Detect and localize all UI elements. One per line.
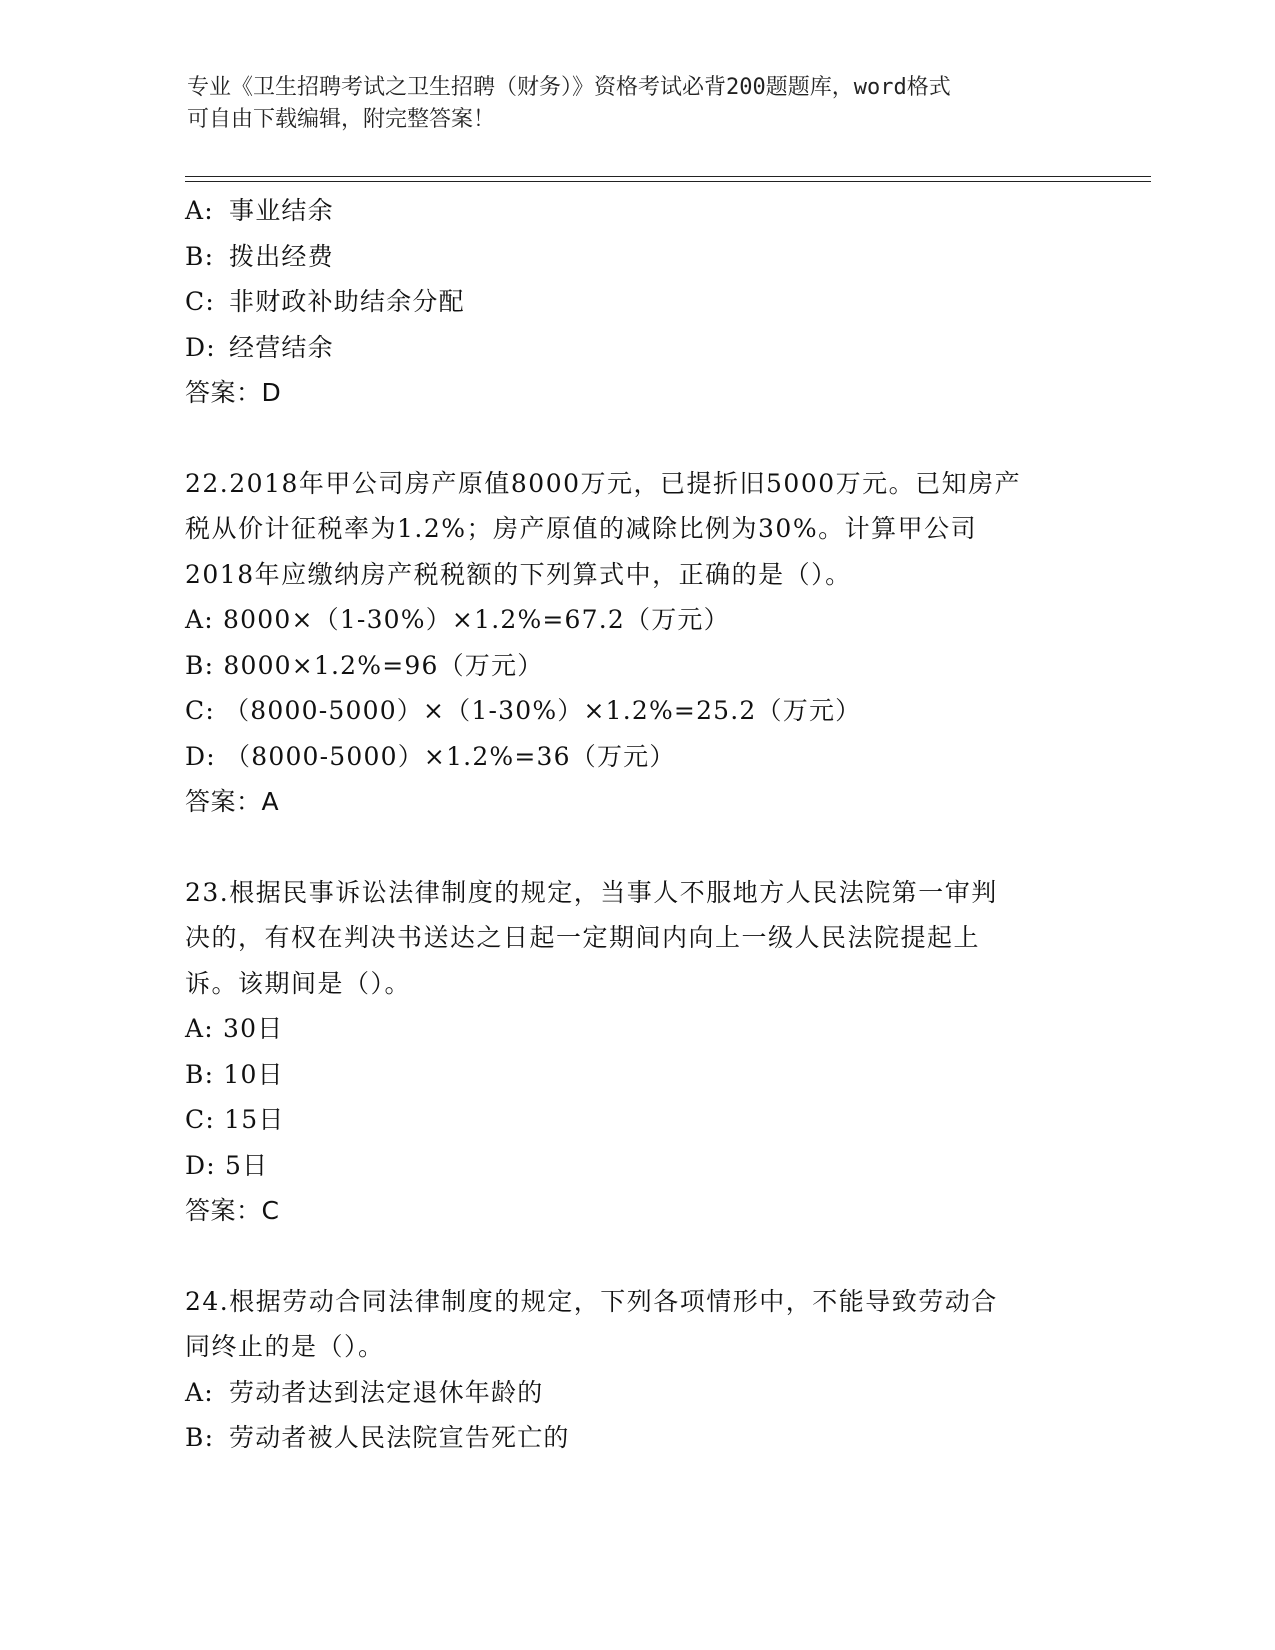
question-stem-line: 诉。该期间是（）。 — [185, 968, 412, 998]
option-b: B: 劳动者被人民法院宣告死亡的 — [185, 1423, 570, 1452]
question-22 — [185, 461, 1085, 825]
question-stem-line: 23.根据民事诉讼法律制度的规定，当事人不服地方人民法院第一审判 — [185, 877, 998, 907]
question-stem-line: 决的，有权在判决书送达之日起一定期间内向上一级人民法院提起上 — [185, 923, 981, 952]
question-stem-line: 税从价计征税率为1.2%；房产原值的减除比例为30%。计算甲公司 — [185, 514, 978, 543]
question-21-continued — [185, 188, 1085, 416]
option-a: A: 劳动者达到法定退休年龄的 — [185, 1377, 544, 1407]
question-stem-line: 22.2018年甲公司房产原值8000万元，已提折旧5000万元。已知房产 — [185, 468, 1022, 498]
option-b: B: 10日 — [185, 1059, 284, 1089]
option-a: A: 事业结余 — [185, 196, 334, 225]
header-divider-top — [185, 176, 1151, 177]
question-stem-line: 同终止的是（）。 — [185, 1332, 385, 1361]
question-24 — [185, 1279, 1085, 1461]
document-header — [187, 72, 1087, 136]
answer-line: 答案：C — [185, 1196, 280, 1225]
question-23 — [185, 870, 1085, 1234]
option-c: C: 15日 — [185, 1105, 285, 1134]
question-stem-line: 2018年应缴纳房产税税额的下列算式中，正确的是（）。 — [185, 559, 852, 589]
option-a: A: 30日 — [185, 1014, 284, 1043]
option-d: D: 5日 — [185, 1150, 269, 1180]
header-line-2: 可自由下载编辑，附完整答案！ — [187, 107, 496, 132]
answer-line: 答案：A — [185, 787, 280, 816]
question-list — [185, 188, 1085, 1461]
option-a: A: 8000×（1-30%）×1.2%=67.2（万元） — [185, 605, 730, 634]
answer-line: 答案：D — [185, 378, 282, 407]
option-d: D: （8000-5000）×1.2%=36（万元） — [185, 741, 676, 771]
option-b: B: 拨出经费 — [185, 241, 334, 271]
option-d: D: 经营结余 — [185, 332, 334, 362]
option-c: C: （8000-5000）×（1-30%）×1.2%=25.2（万元） — [185, 696, 862, 725]
header-divider-bottom — [185, 181, 1151, 182]
header-line-1: 专业《卫生招聘考试之卫生招聘（财务）》资格考试必背200题题库，word格式 — [187, 75, 951, 100]
option-c: C: 非财政补助结余分配 — [185, 287, 465, 316]
question-stem-line: 24.根据劳动合同法律制度的规定，下列各项情形中，不能导致劳动合 — [185, 1286, 998, 1316]
option-b: B: 8000×1.2%=96（万元） — [185, 650, 544, 680]
